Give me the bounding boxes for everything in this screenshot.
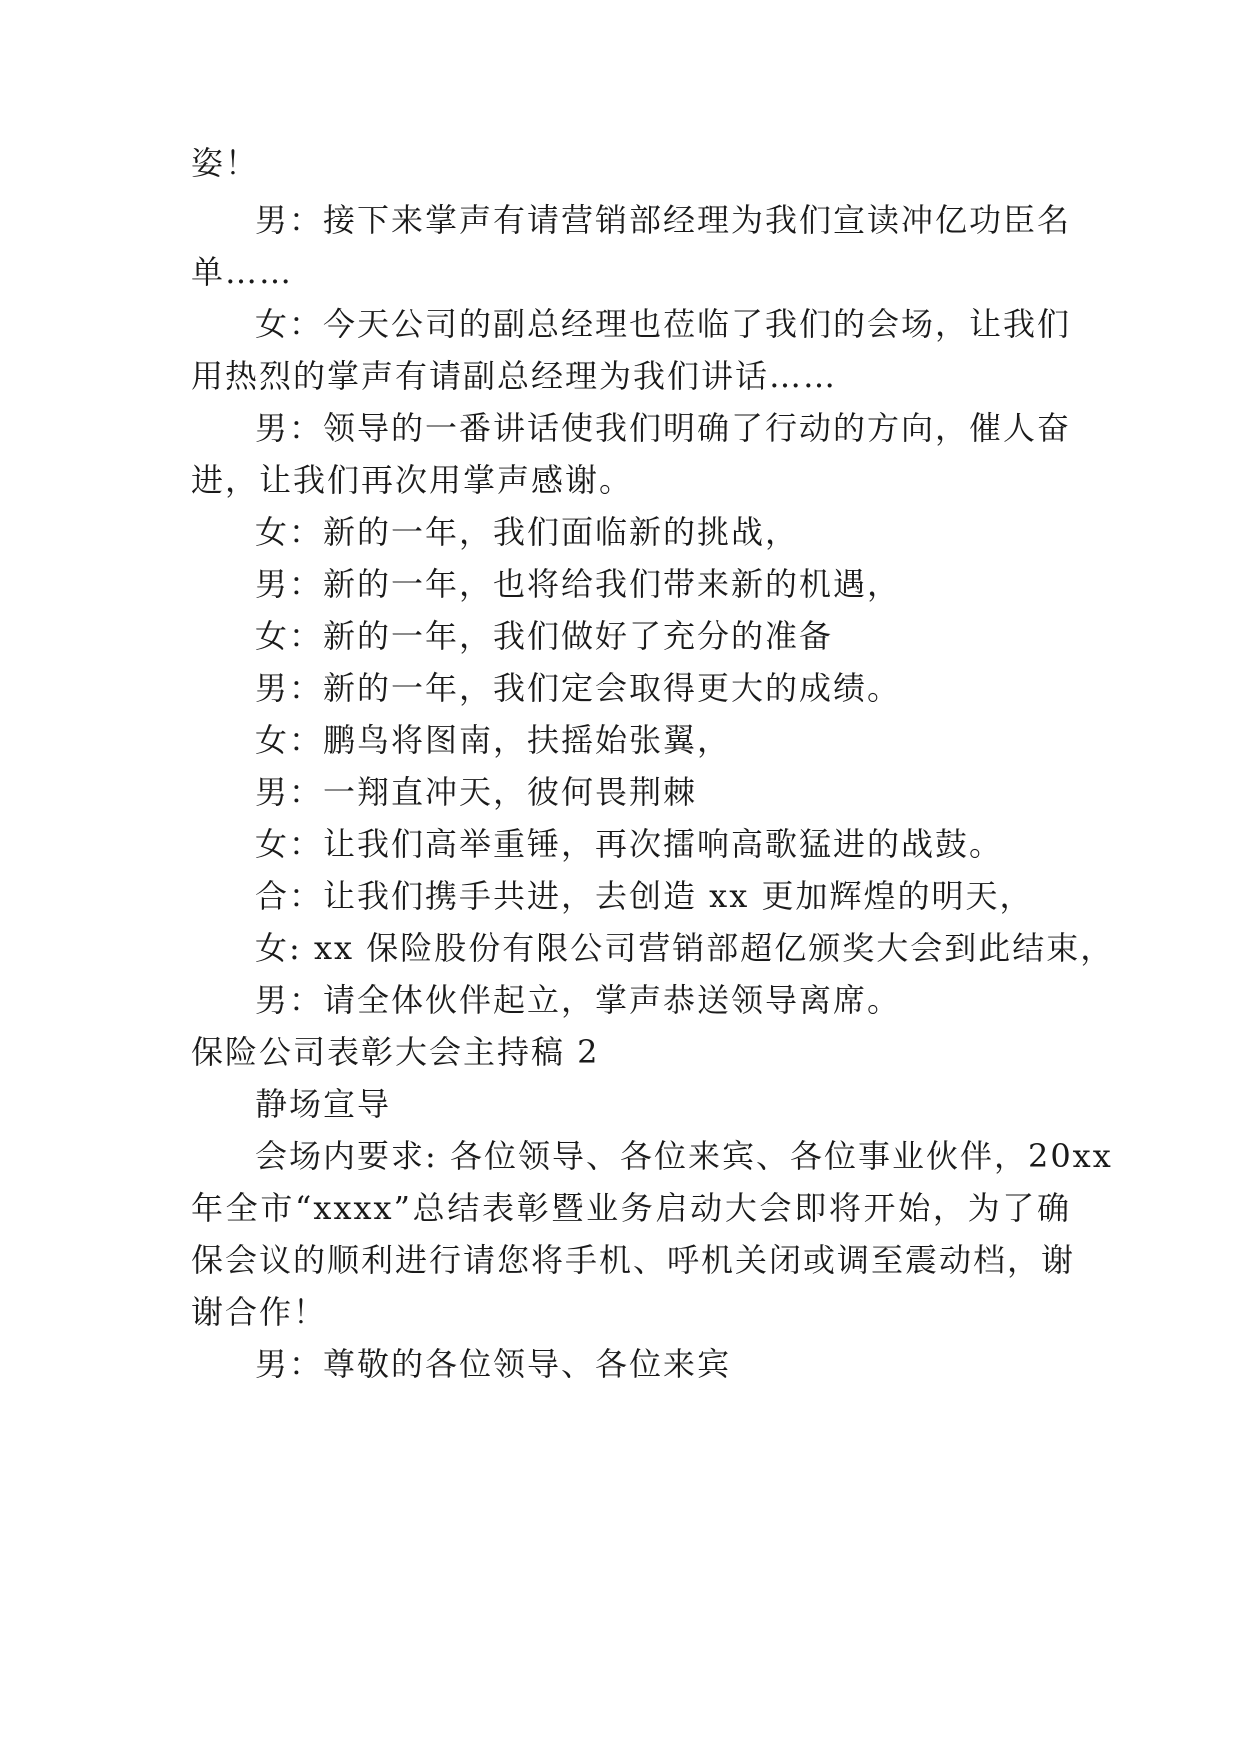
text-line: 男：一翔直冲天，彼何畏荆棘 <box>255 773 698 811</box>
text-line: 男：接下来掌声有请营销部经理为我们宣读冲亿功臣名 <box>255 201 1072 239</box>
text-line: 合：让我们携手共进，去创造 xx 更加辉煌的明天， <box>255 877 1034 915</box>
text-line: 男：新的一年，我们定会取得更大的成绩。 <box>255 669 902 707</box>
text-line: 男：请全体伙伴起立，掌声恭送领导离席。 <box>255 981 902 1019</box>
text-line: 女：鹏鸟将图南，扶摇始张翼， <box>255 721 732 759</box>
text-line: 女：新的一年，我们做好了充分的准备 <box>255 617 834 655</box>
text-line: 女: xx 保险股份有限公司营销部超亿颁奖大会到此结束， <box>255 929 1115 967</box>
text-line: 进，让我们再次用掌声感谢。 <box>191 461 634 499</box>
text-line: 会场内要求: 各位领导、各位来宾、各位事业伙伴，20xx <box>255 1137 1113 1175</box>
text-line: 男：尊敬的各位领导、各位来宾 <box>255 1345 732 1383</box>
text-line: 女：新的一年，我们面临新的挑战， <box>255 513 800 551</box>
text-line: 年全市“xxxx”总结表彰暨业务启动大会即将开始，为了确 <box>191 1189 1071 1227</box>
text-line: 静场宣导 <box>255 1085 392 1123</box>
text-line: 男：新的一年，也将给我们带来新的机遇， <box>255 565 902 603</box>
text-line: 保会议的顺利进行请您将手机、呼机关闭或调至震动档，谢 <box>191 1241 1076 1279</box>
text-line: 谢合作！ <box>191 1293 328 1331</box>
text-line: 用热烈的掌声有请副总经理为我们讲话…… <box>191 357 838 395</box>
text-line: 单…… <box>191 253 294 291</box>
text-line: 男：领导的一番讲话使我们明确了行动的方向，催人奋 <box>255 409 1072 447</box>
section-heading: 保险公司表彰大会主持稿 2 <box>191 1033 600 1071</box>
text-line: 姿！ <box>191 144 260 182</box>
text-line: 女：今天公司的副总经理也莅临了我们的会场，让我们 <box>255 305 1072 343</box>
text-line: 女：让我们高举重锤，再次擂响高歌猛进的战鼓。 <box>255 825 1004 863</box>
